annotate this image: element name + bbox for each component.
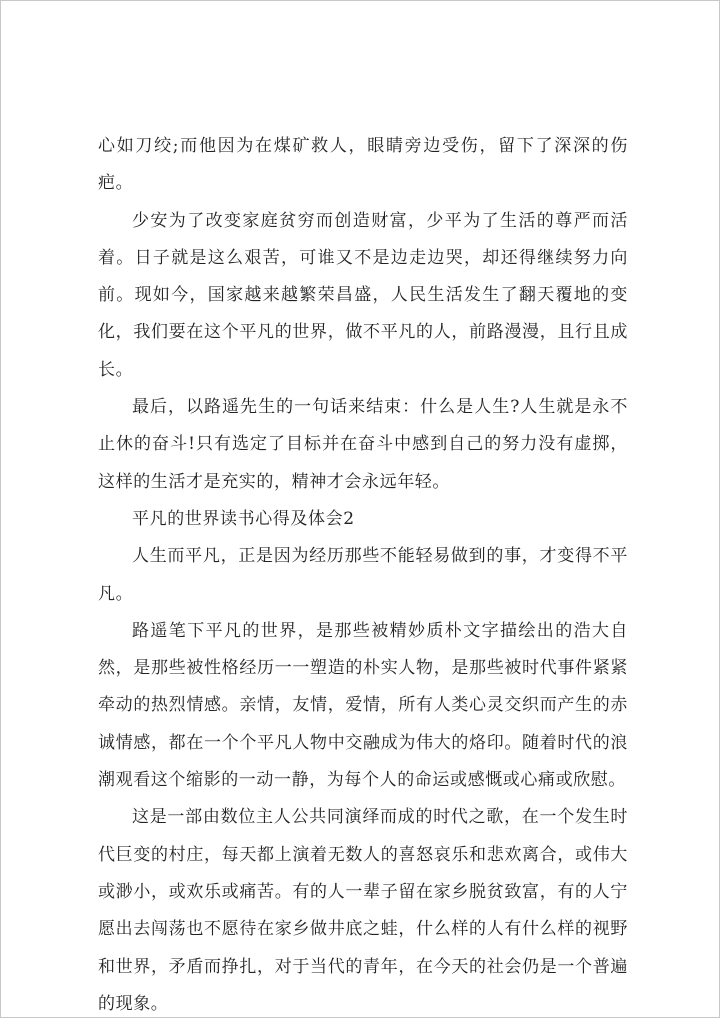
paragraph-2: 少安为了改变家庭贫穷而创造财富，少平为了生活的尊严而活着。日子就是这么艰苦，可谁又不是边走边哭，却还得继续努力向前。现如今，国家越来越繁荣昌盛，人民生活发生了翻天覆地的变化，我们要在这个平凡的世界，做不平凡的人，前路漫漫，且行且成长。 (98, 210, 628, 380)
section-heading: 平凡的世界读书心得及体会2 (132, 508, 355, 529)
paragraph-6: 这是一部由数位主人公共同演绎而成的时代之歌，在一个发生时代巨变的村庄，每天都上演着无数人的喜怒哀乐和悲欢离合，或伟大或渺小，或欢乐或痛苦。有的人一辈子留在家乡脱贫致富，有的人宁愿出去闯荡也不愿待在家乡做井底之蛙，什么样的人有什么样的视野和世界，矛盾而挣扎，对于当代的青年，在今天的社会仍是一个普遍的现象。 (98, 807, 628, 1014)
document-body (98, 128, 628, 1023)
paragraph-4: 人生而平凡，正是因为经历那些不能轻易做到的事，才变得不平凡。 (98, 546, 628, 604)
paragraph-1: 心如刀绞;而他因为在煤矿救人，眼睛旁边受伤，留下了深深的伤疤。 (98, 136, 628, 194)
paragraph-3: 最后，以路遥先生的一句话来结束：什么是人生?人生就是永不止休的奋斗!只有选定了目标并在奋斗中感到自己的努力没有虚掷，这样的生活才是充实的，精神才会永远年轻。 (98, 397, 628, 492)
paragraph-5: 路遥笔下平凡的世界，是那些被精妙质朴文字描绘出的浩大自然，是那些被性格经历一一塑造的朴实人物，是那些被时代事件紧紧牵动的热烈情感。亲情，友情，爱情，所有人类心灵交织而产生的赤诚情感，都在一个个平凡人物中交融成为伟大的烙印。随着时代的浪潮观看这个缩影的一动一静，为每个人的命运或感慨或心痛或欣慰。 (98, 620, 628, 791)
